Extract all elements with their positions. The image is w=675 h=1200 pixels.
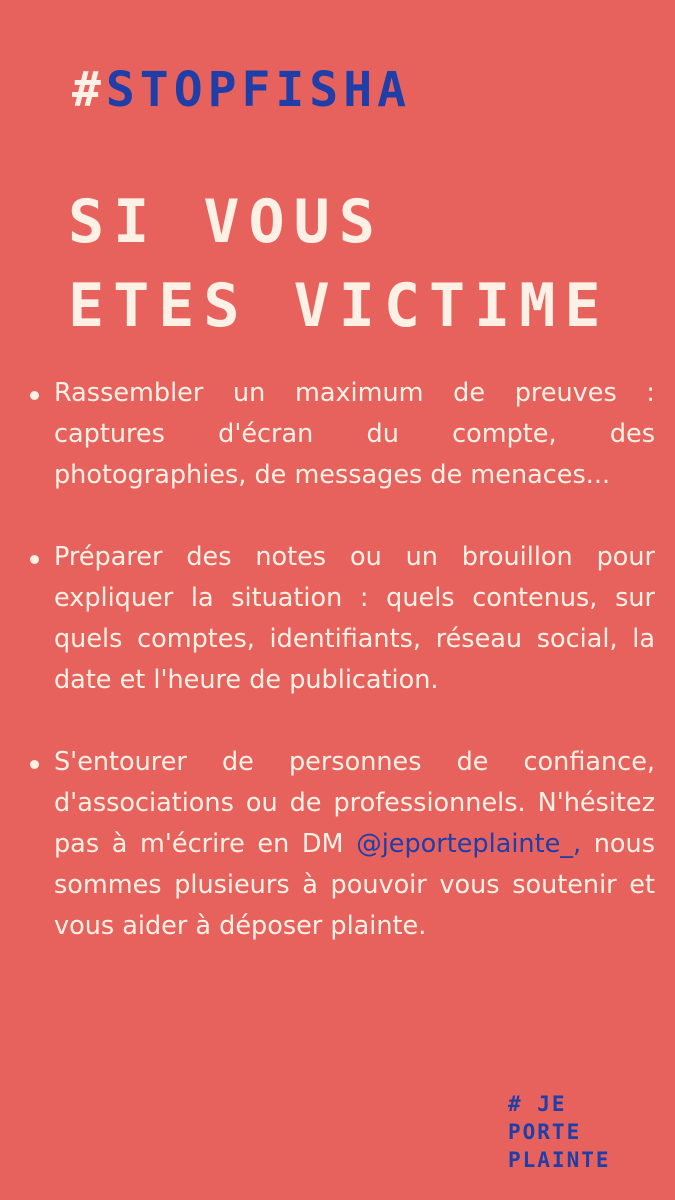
headline-line-2: ETES VICTIME xyxy=(68,271,610,341)
bullet-dot-icon xyxy=(30,760,39,769)
hashtag-title xyxy=(72,62,411,118)
hashtag-text: STOPFISHA xyxy=(105,62,411,118)
advice-item-notes xyxy=(30,537,655,701)
advice-text: Rassembler un maximum de preuves : captures d'écran du compte, des photographies, de messages de menaces... xyxy=(54,378,655,490)
logo-line-2: PORTE xyxy=(508,1120,582,1144)
advice-text-before: S'entourer de personnes de confiance, d'associations ou de professionnels. N'hésitez pas à m'écrire en DM xyxy=(54,747,655,859)
advice-list xyxy=(30,373,655,947)
advice-item-evidence xyxy=(30,373,655,496)
hashtag-symbol: # xyxy=(72,62,106,118)
advice-item-support xyxy=(30,742,655,947)
logo-line-1: # JE xyxy=(508,1092,567,1116)
bullet-dot-icon xyxy=(30,391,39,400)
advice-text-after: nous sommes plusieurs à pouvoir vous soutenir et vous aider à déposer plainte. xyxy=(54,829,655,941)
logo-line-3: PLAINTE xyxy=(508,1148,611,1172)
headline-line-1: SI VOUS xyxy=(68,187,384,257)
bullet-dot-icon xyxy=(30,555,39,564)
advice-text: Préparer des notes ou un brouillon pour expliquer la situation : quels contenus, sur quels comptes, identifiants, réseau social, la date et l'heure de publication. xyxy=(54,542,655,695)
je-porte-plainte-logo xyxy=(508,1090,611,1174)
headline xyxy=(68,180,609,348)
instagram-handle-link[interactable]: @jeporteplainte_, xyxy=(356,829,582,859)
